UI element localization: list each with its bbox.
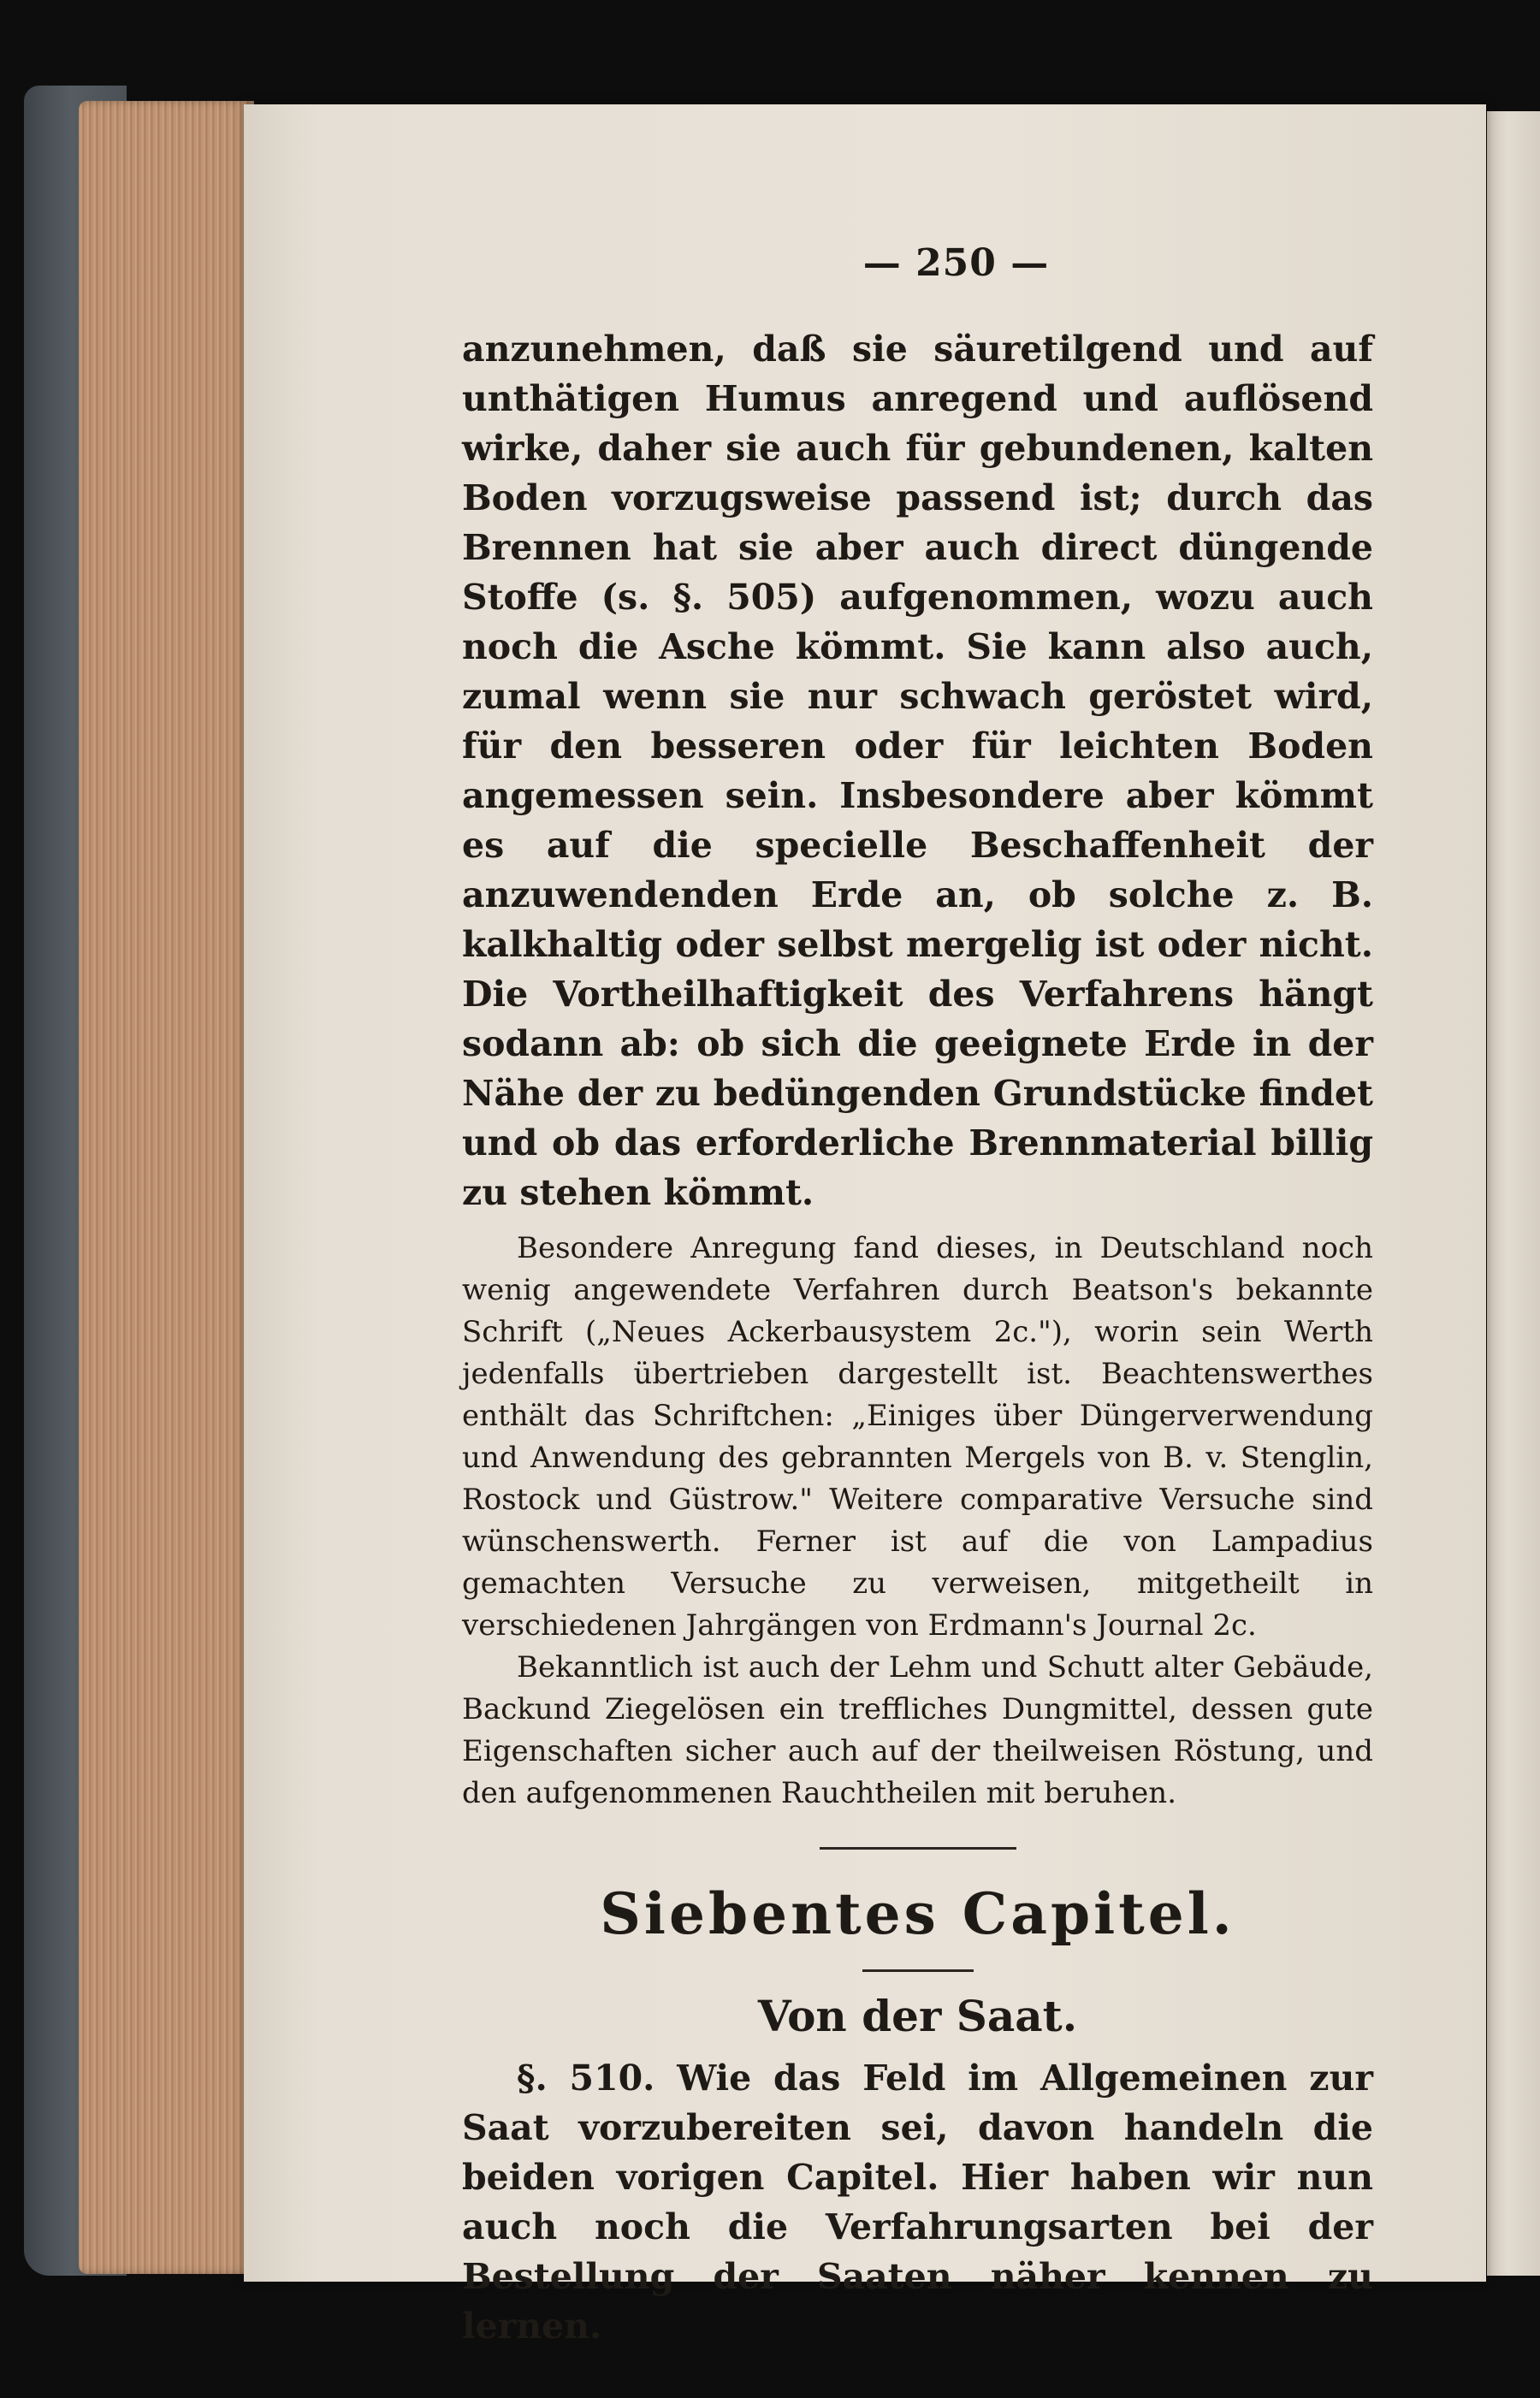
page-edges	[79, 101, 254, 2274]
footnote-paragraph: Bekanntlich ist auch der Lehm und Schutt alter Gebäude, Backund Ziegelösen ein treffliches Dungmittel, dessen gute Eigenschaften sicher auch auf der theilweisen Röstung, und den aufgenommenen Rauchtheilen mit beruhen.	[462, 1650, 1373, 1810]
page-number: — 250 —	[862, 241, 1050, 285]
section-title: Von der Saat.	[757, 1991, 1078, 2041]
section-paragraph: §. 510. Wie das Feld im Allgemeinen zur Saat vorzubereiten sei, davon handeln die beiden vorigen Capitel. Hier haben wir nun auch noch die Verfahrungsarten bei der Bestellung der Saaten näher kennen zu lernen.	[462, 2058, 1373, 2347]
page-content	[462, 241, 1373, 2351]
adjacent-page-edge	[1487, 111, 1540, 2276]
footnote-paragraph: Besondere Anregung fand dieses, in Deutschland noch wenig angewendete Verfahren durch Beatson's bekannte Schrift („Neues Ackerbausystem 2c."), worin sein Werth jedenfalls übertrieben dargestellt ist. Beachtenswerthes enthält das Schriftchen: „Einiges über Düngerverwendung und Anwendung des gebrannten Mergels von B. v. Stenglin, Rostock und Güstrow." Weitere comparative Versuche sind wünschenswerth. Ferner ist auf die von Lampadius gemachten Versuche zu verweisen, mitgetheilt in verschiedenen Jahrgängen von Erdmann's Journal 2c.	[462, 1231, 1373, 1643]
body-paragraph: anzunehmen, daß sie säuretilgend und auf unthätigen Humus anregend und auflösend wirke, daher sie auch für gebundenen, kalten Boden vorzugsweise passend ist; durch das Brennen hat sie aber auch direct düngende Stoffe (s. §. 505) aufgenommen, wozu auch noch die Asche kömmt. Sie kann also auch, zumal wenn sie nur schwach geröstet wird, für den besseren oder für leichten Boden angemessen sein. Insbesondere aber kömmt es auf die specielle Beschaffenheit der anzuwendenden Erde an, ob solche z. B. kalkhaltig oder selbst mergelig ist oder nicht. Die Vortheilhaftigkeit des Verfahrens hängt sodann ab: ob sich die geeignete Erde in der Nähe der zu bedüngenden Grundstücke findet und ob das erforderliche Brennmaterial billig zu stehen kömmt.	[462, 329, 1373, 1213]
chapter-title: Siebentes Capitel.	[600, 1880, 1235, 1947]
title-divider	[862, 1969, 974, 1972]
section-divider	[820, 1847, 1016, 1850]
